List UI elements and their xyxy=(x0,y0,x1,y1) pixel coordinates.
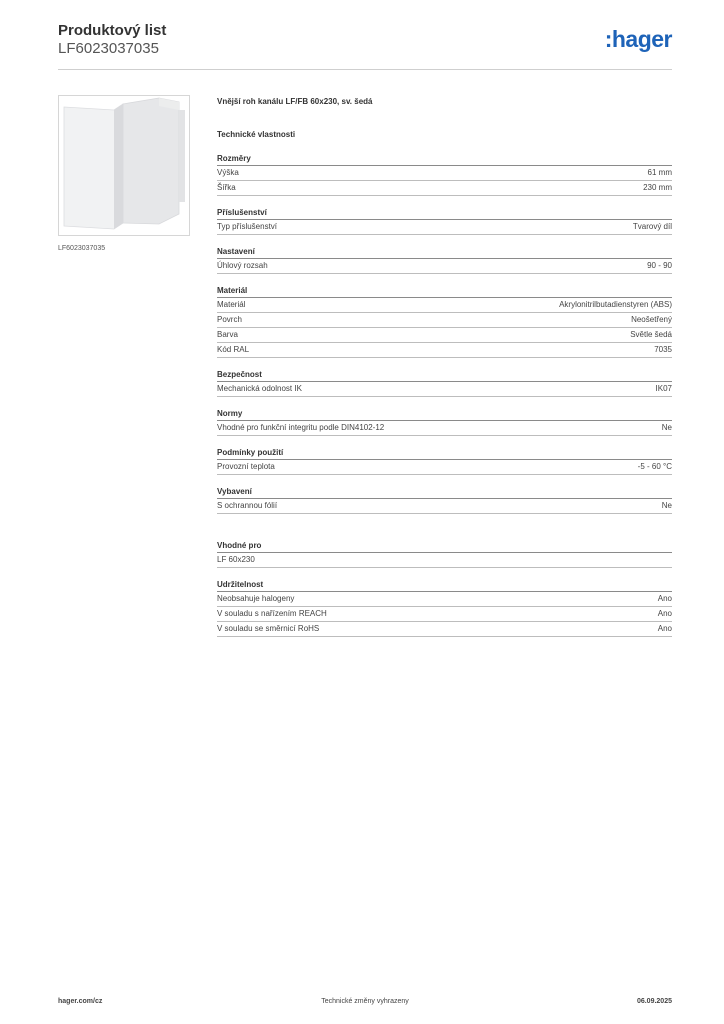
spec-row xyxy=(217,382,672,397)
section-accessories xyxy=(217,206,672,235)
spec-label: Materiál xyxy=(217,300,246,309)
spec-value: Akrylonitrilbutadienstyren (ABS) xyxy=(559,300,672,309)
section-sustainability xyxy=(217,578,672,637)
spec-label: Šířka xyxy=(217,183,236,192)
spec-label: Vhodné pro funkční integritu podle DIN4102-12 xyxy=(217,423,385,432)
section-material xyxy=(217,284,672,358)
section-title: Podmínky použití xyxy=(217,446,672,460)
page-footer xyxy=(58,998,672,1010)
section-standards xyxy=(217,407,672,436)
logo-text: hager xyxy=(611,26,672,52)
product-image xyxy=(58,95,190,236)
corner-piece-illustration xyxy=(59,96,189,235)
spec-row xyxy=(217,166,672,181)
spec-value: Ne xyxy=(661,501,672,510)
section-title: Bezpečnost xyxy=(217,368,672,382)
section-title: Udržitelnost xyxy=(217,578,672,592)
hager-logo: :hager xyxy=(604,26,672,52)
document-date: 06.09.2025 xyxy=(636,998,672,1005)
spec-row xyxy=(217,313,672,328)
section-suitable-for xyxy=(217,539,672,568)
specifications xyxy=(217,95,672,637)
section-title: Normy xyxy=(217,407,672,421)
specs-heading: Technické vlastnosti xyxy=(217,130,296,139)
spec-row xyxy=(217,220,672,235)
spec-value: Světle šedá xyxy=(630,330,672,339)
product-title: Vnější roh kanálu LF/FB 60x230, sv. šedá xyxy=(217,97,373,106)
section-safety xyxy=(217,368,672,397)
section-title: Rozměry xyxy=(217,152,672,166)
spec-value: 230 mm xyxy=(643,183,672,192)
spec-value: -5 - 60 °C xyxy=(637,462,672,471)
spec-row xyxy=(217,181,672,196)
spec-value: Neošetřený xyxy=(631,315,672,324)
spec-value: Ne xyxy=(661,423,672,432)
document-title: Produktový list xyxy=(58,22,167,39)
spec-label: Výška xyxy=(217,168,239,177)
spec-value: Ano xyxy=(657,594,672,603)
spec-value: IK07 xyxy=(655,384,672,393)
section-conditions xyxy=(217,446,672,475)
spec-label: Kód RAL xyxy=(217,345,250,354)
spec-row xyxy=(217,499,672,514)
section-equipment xyxy=(217,485,672,514)
spec-value: 61 mm xyxy=(647,168,672,177)
spec-value: Tvarový díl xyxy=(632,222,672,231)
spec-label: Provozní teplota xyxy=(217,462,275,471)
spec-row xyxy=(217,622,672,637)
section-title: Nastavení xyxy=(217,245,672,259)
section-title: Vhodné pro xyxy=(217,539,672,553)
section-title: Příslušenství xyxy=(217,206,672,220)
spec-row xyxy=(217,421,672,436)
spec-label: Mechanická odolnost IK xyxy=(217,384,302,393)
product-code: LF6023037035 xyxy=(58,40,159,57)
section-dimensions xyxy=(217,152,672,196)
website-link[interactable]: hager.com/cz xyxy=(58,998,103,1005)
spec-label: Úhlový rozsah xyxy=(217,261,268,270)
spec-value: 90 - 90 xyxy=(647,261,672,270)
spec-label: Typ příslušenství xyxy=(217,222,278,231)
spec-label: S ochrannou fólií xyxy=(217,501,278,510)
spec-value: 7035 xyxy=(654,345,672,354)
section-title: Materiál xyxy=(217,284,672,298)
spec-label: V souladu s nařízením REACH xyxy=(217,609,327,618)
spec-row xyxy=(217,259,672,274)
spec-row xyxy=(217,343,672,358)
spec-label: V souladu se směrnicí RoHS xyxy=(217,624,320,633)
spec-label: LF 60x230 xyxy=(217,555,255,564)
spec-value: Ano xyxy=(657,609,672,618)
page-header xyxy=(58,22,672,70)
spec-value: Ano xyxy=(657,624,672,633)
disclaimer: Technické změny vyhrazeny xyxy=(321,998,409,1005)
spec-row xyxy=(217,553,672,568)
spec-row xyxy=(217,460,672,475)
spec-row xyxy=(217,592,672,607)
spec-row xyxy=(217,298,672,313)
spec-row xyxy=(217,328,672,343)
spec-label: Povrch xyxy=(217,315,242,324)
image-caption: LF6023037035 xyxy=(58,245,106,252)
section-settings xyxy=(217,245,672,274)
spec-label: Barva xyxy=(217,330,238,339)
spec-label: Neobsahuje halogeny xyxy=(217,594,295,603)
section-title: Vybavení xyxy=(217,485,672,499)
spec-row xyxy=(217,607,672,622)
